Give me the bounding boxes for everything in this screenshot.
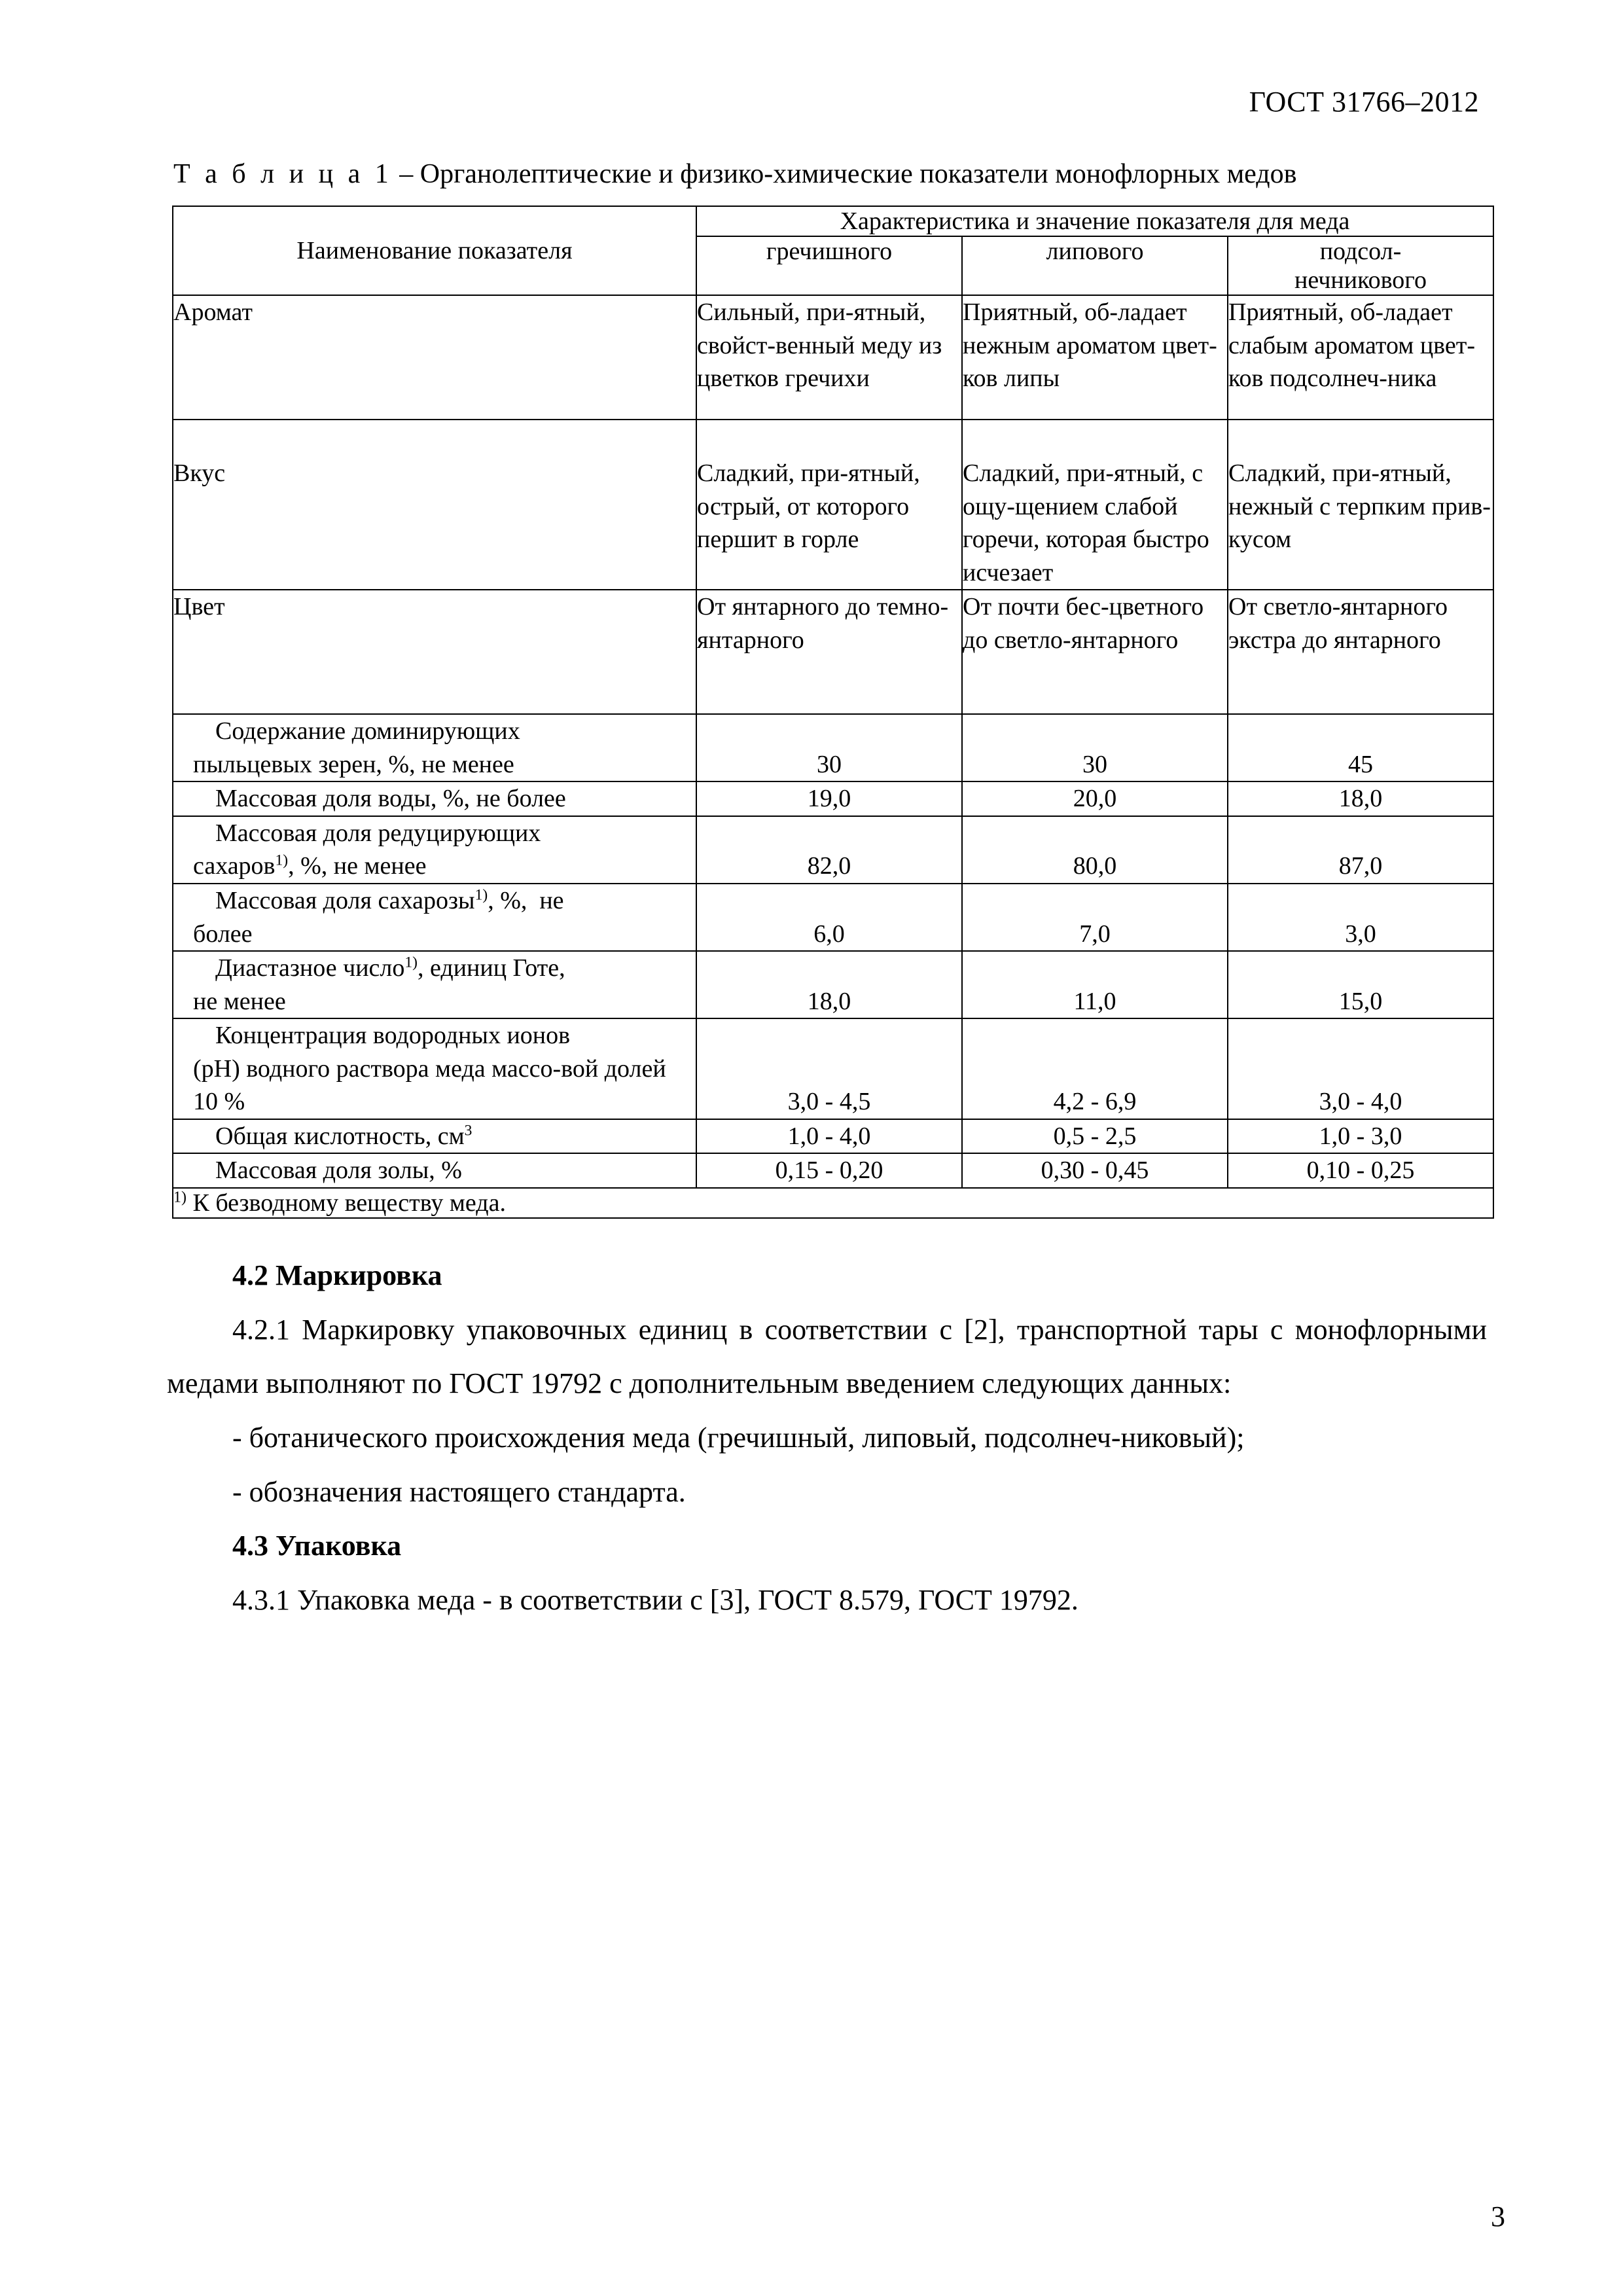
- row-value-ash-linden: 0,30 - 0,45: [962, 1153, 1228, 1188]
- document-header-standard: ГОСТ 31766–2012: [1249, 86, 1479, 118]
- page-number: 3: [1491, 2200, 1505, 2233]
- row-name-taste: Вкус: [173, 420, 696, 590]
- section-heading-marking: 4.2 Маркировка: [232, 1259, 442, 1291]
- row-name-dominant-pollen: [173, 714, 696, 781]
- row-value-diastase-buckwheat: 18,0: [696, 951, 962, 1018]
- table-row: [173, 781, 1493, 816]
- row-value-taste-sunflower: Сладкий, при-ятный, нежный с терпким прив-кусом: [1228, 420, 1493, 590]
- table-row: [173, 816, 1493, 884]
- table-col-header-sunflower-line2: нечникового: [1294, 266, 1427, 295]
- row-name-line1: Общая кислотность, $см^3$: [215, 1122, 473, 1150]
- table-col-header-sunflower-line1: подсол-: [1319, 238, 1402, 266]
- row-name-line1: Массовая доля золы, %: [215, 1157, 462, 1185]
- table-row: [173, 1119, 1493, 1154]
- table-header-row-1: [173, 206, 1493, 236]
- table-row: [173, 590, 1493, 714]
- row-value-pollen-sunflower: 45: [1228, 714, 1493, 781]
- row-value-ph-buckwheat: 3,0 - 4,5: [696, 1018, 962, 1119]
- paragraph-packing-431: 4.3.1 Упаковка меда - в соответствии с [3], ГОСТ 8.579, ГОСТ 19792.: [232, 1584, 1079, 1617]
- table-row: [173, 420, 1493, 590]
- footnote-marker: 1): [173, 1189, 187, 1206]
- table-row: [173, 951, 1493, 1018]
- row-name-aroma: Аромат: [173, 295, 696, 420]
- table-footnote: [173, 1188, 1493, 1218]
- table-caption-label: Т а б л и ц а 1: [173, 159, 393, 189]
- row-name-ph: [173, 1018, 696, 1119]
- row-name-total-acidity: [173, 1119, 696, 1154]
- row-name-ash: [173, 1153, 696, 1188]
- table-caption-dash: –: [399, 159, 414, 189]
- table-row: [173, 295, 1493, 420]
- table-col-header-linden: липового: [962, 236, 1228, 295]
- row-name-water-content: [173, 781, 696, 816]
- row-name-line2: пыльцевых зерен, %, не менее: [193, 750, 514, 778]
- row-value-taste-buckwheat: Сладкий, при-ятный, острый, от которого першит в горле: [696, 420, 962, 590]
- row-name-line2: (рН) водного раствора меда массо-вой долей 10 %: [193, 1054, 666, 1116]
- row-value-redsugar-sunflower: 87,0: [1228, 816, 1493, 884]
- row-value-aroma-linden: Приятный, об-ладает нежным ароматом цвет-ков липы: [962, 295, 1228, 420]
- row-value-redsugar-linden: 80,0: [962, 816, 1228, 884]
- row-value-color-sunflower: От светло-янтарного экстра до янтарного: [1228, 590, 1493, 714]
- table-row: [173, 1018, 1493, 1119]
- row-name-line2: сахаров$^{1)}$, %, не менее: [193, 852, 427, 880]
- row-value-diastase-linden: 11,0: [962, 951, 1228, 1018]
- row-value-sucrose-buckwheat: 6,0: [696, 884, 962, 951]
- row-value-water-sunflower: 18,0: [1228, 781, 1493, 816]
- table-col-header-sunflower: [1228, 236, 1493, 295]
- row-value-acidity-linden: 0,5 - 2,5: [962, 1119, 1228, 1154]
- table-row: [173, 884, 1493, 951]
- paragraph-marking-421: 4.2.1 Маркировку упаковочных единиц в соответствии с [2], транспортной тары с монофлорными медами выполняют по ГОСТ 19792 с дополнительным введением следующих данных:: [167, 1313, 1487, 1400]
- section-heading-packing: 4.3 Упаковка: [232, 1530, 402, 1562]
- row-value-color-linden: От почти бес-цветного до светло-янтарного: [962, 590, 1228, 714]
- row-name-line2: не менее: [193, 987, 286, 1015]
- table-col-header-span: Характеристика и значение показателя для меда: [696, 206, 1493, 236]
- paragraph-marking-dash-2: - обозначения настоящего стандарта.: [232, 1475, 686, 1508]
- row-value-acidity-buckwheat: 1,0 - 4,0: [696, 1119, 962, 1154]
- row-name-line1: Массовая доля воды, %, не более: [215, 785, 566, 813]
- row-value-water-buckwheat: 19,0: [696, 781, 962, 816]
- document-body: [167, 1249, 1499, 1628]
- row-value-redsugar-buckwheat: 82,0: [696, 816, 962, 884]
- row-value-pollen-buckwheat: 30: [696, 714, 962, 781]
- table-caption-text: Органолептические и физико-химические показатели монофлорных медов: [419, 159, 1297, 189]
- row-name-line1: Содержание доминирующих: [215, 717, 520, 745]
- row-name-line1: Массовая доля сахарозы$^{1)}$, %, не: [215, 886, 564, 915]
- row-name-reducing-sugars: [173, 816, 696, 884]
- table-col-header-buckwheat: гречишного: [696, 236, 962, 295]
- row-name-sucrose: [173, 884, 696, 951]
- row-name-line1: Концентрация водородных ионов: [215, 1022, 571, 1050]
- paragraph-marking-dash-1: - ботанического происхождения меда (гречишный, липовый, подсолнеч-никовый);: [232, 1421, 1245, 1454]
- table-caption: [173, 158, 1417, 191]
- footnote-text: К безводному веществу меда.: [192, 1189, 506, 1217]
- row-value-diastase-sunflower: 15,0: [1228, 951, 1493, 1018]
- row-name-line1: Диастазное число$^{1)}$, единиц Готе,: [215, 954, 565, 982]
- row-value-sucrose-linden: 7,0: [962, 884, 1228, 951]
- row-value-ph-sunflower: 3,0 - 4,0: [1228, 1018, 1493, 1119]
- indicators-table: [172, 206, 1494, 1219]
- row-value-ph-linden: 4,2 - 6,9: [962, 1018, 1228, 1119]
- row-value-aroma-sunflower: Приятный, об-ладает слабым ароматом цвет-ков подсолнеч-ника: [1228, 295, 1493, 420]
- row-value-pollen-linden: 30: [962, 714, 1228, 781]
- table-row: [173, 714, 1493, 781]
- row-value-aroma-buckwheat: Сильный, при-ятный, свойст-венный меду из цветков гречихи: [696, 295, 962, 420]
- row-value-taste-linden: Сладкий, при-ятный, с ощу-щением слабой горечи, которая быстро исчезает: [962, 420, 1228, 590]
- row-name-line2: более: [193, 920, 253, 948]
- row-value-color-buckwheat: От янтарного до темно-янтарного: [696, 590, 962, 714]
- row-name-diastase: [173, 951, 696, 1018]
- row-value-water-linden: 20,0: [962, 781, 1228, 816]
- row-name-color: Цвет: [173, 590, 696, 714]
- row-name-line1: Массовая доля редуцирующих: [215, 819, 541, 847]
- row-value-acidity-sunflower: 1,0 - 3,0: [1228, 1119, 1493, 1154]
- row-value-sucrose-sunflower: 3,0: [1228, 884, 1493, 951]
- row-value-ash-sunflower: 0,10 - 0,25: [1228, 1153, 1493, 1188]
- table-footnote-row: [173, 1188, 1493, 1218]
- table-col-header-name: Наименование показателя: [173, 206, 696, 295]
- table-row: [173, 1153, 1493, 1188]
- row-value-ash-buckwheat: 0,15 - 0,20: [696, 1153, 962, 1188]
